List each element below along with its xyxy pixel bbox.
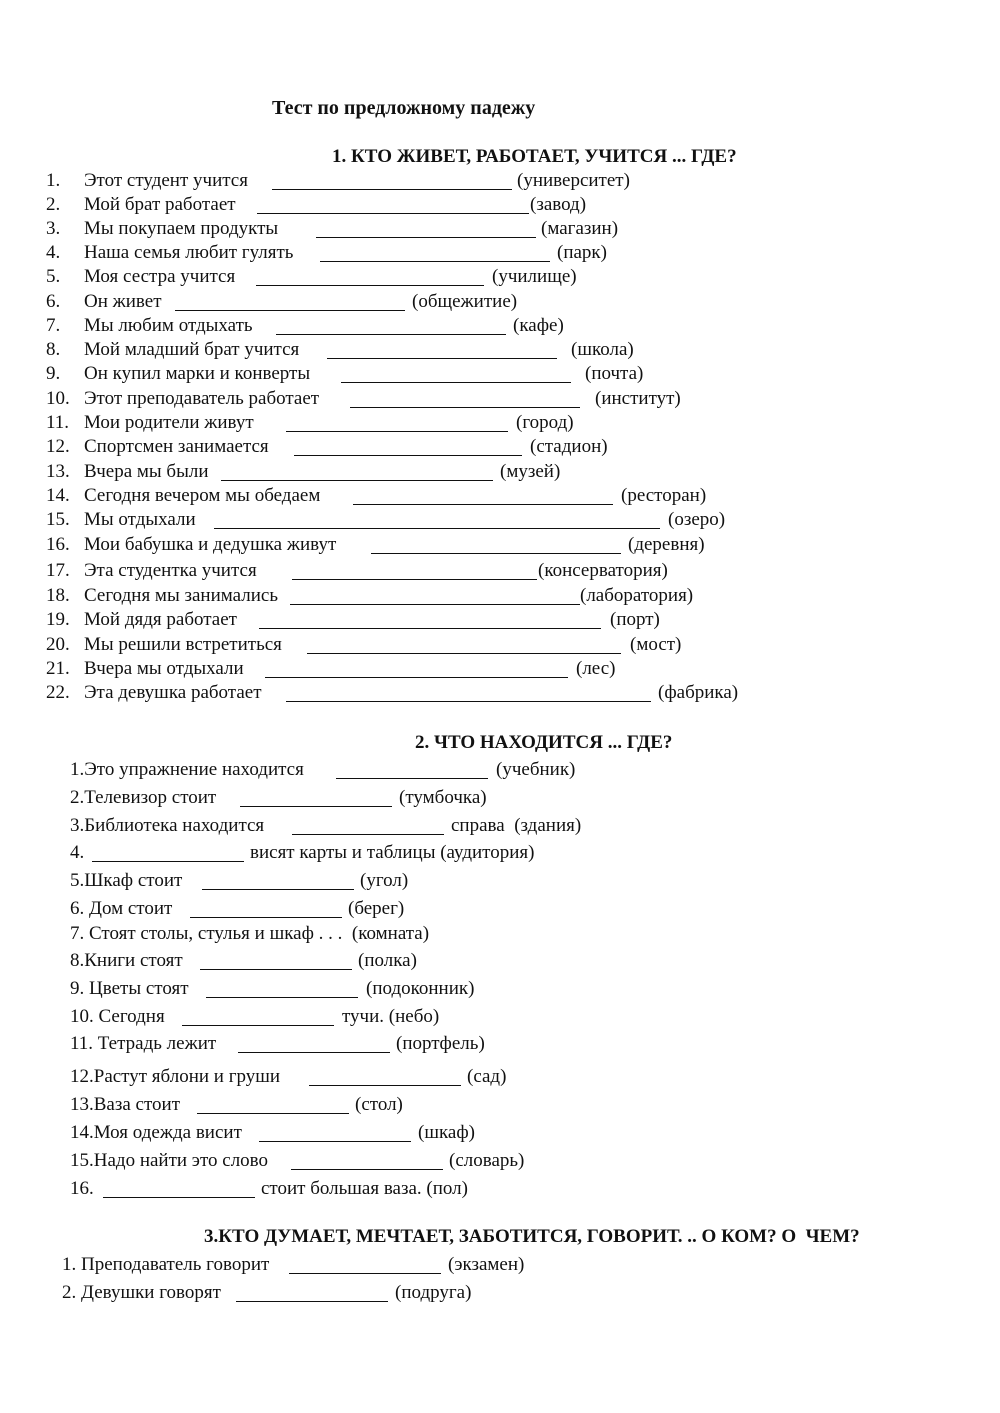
item-hint: (почта) [585, 363, 644, 384]
answer-blank[interactable] [353, 504, 613, 505]
answer-blank[interactable] [182, 1025, 334, 1026]
item-text: Мы любим отдыхать [84, 315, 253, 336]
answer-blank[interactable] [292, 579, 537, 580]
item-text: Мои бабушка и дедушка живут [84, 534, 337, 555]
item-hint: (мост) [630, 634, 682, 655]
item-number: 14. [46, 485, 70, 506]
item-text: Мой брат работает [84, 194, 236, 215]
item-number: 18. [46, 585, 70, 606]
item-text: Он купил марки и конверты [84, 363, 311, 384]
item-number: 22. [46, 682, 70, 703]
item-hint: (кафе) [513, 315, 564, 336]
item-hint: (музей) [500, 461, 561, 482]
item-hint: (берег) [348, 898, 405, 919]
answer-blank[interactable] [286, 701, 651, 702]
item-text: 14.Моя одежда висит [70, 1122, 242, 1143]
item-text: 2.Телевизор стоит [70, 787, 217, 808]
item-text: Спортсмен занимается [84, 436, 269, 457]
item-text: 2. Девушки говорят [62, 1282, 221, 1303]
item-number: 7. [46, 315, 61, 336]
item-text: 7. Стоят столы, стулья и шкаф . . . (комната) [70, 923, 430, 944]
item-text: Мы покупаем продукты [84, 218, 279, 239]
item-text: Мы отдыхали [84, 509, 196, 530]
item-number: 6. [46, 291, 61, 312]
item-number: 2. [46, 194, 61, 215]
section1-heading: 1. КТО ЖИВЕТ, РАБОТАЕТ, УЧИТСЯ ... ГДЕ? [332, 146, 737, 167]
answer-blank[interactable] [292, 834, 444, 835]
item-number: 10. [46, 388, 70, 409]
item-text: Эта студентка учится [84, 560, 257, 581]
item-text: Мой дядя работает [84, 609, 237, 630]
item-text: 4. [70, 842, 85, 863]
item-hint: (шкаф) [418, 1122, 475, 1143]
answer-blank[interactable] [286, 431, 508, 432]
item-hint: (ресторан) [621, 485, 707, 506]
answer-blank[interactable] [350, 407, 580, 408]
answer-blank[interactable] [320, 261, 550, 262]
answer-blank[interactable] [256, 285, 484, 286]
item-number: 21. [46, 658, 70, 679]
section3-heading: 3.КТО ДУМАЕТ, МЕЧТАЕТ, ЗАБОТИТСЯ, ГОВОРИТ. .. О КОМ? О ЧЕМ? [204, 1226, 860, 1247]
answer-blank[interactable] [265, 677, 568, 678]
answer-blank[interactable] [236, 1301, 388, 1302]
answer-blank[interactable] [272, 189, 512, 190]
item-hint: (деревня) [628, 534, 705, 555]
item-text: 13.Ваза стоит [70, 1094, 181, 1115]
item-text: 15.Надо найти это слово [70, 1150, 269, 1171]
section2-heading: 2. ЧТО НАХОДИТСЯ ... ГДЕ? [415, 732, 673, 753]
item-hint: (учебник) [496, 759, 576, 780]
item-text: Моя сестра учится [84, 266, 236, 287]
answer-blank[interactable] [240, 806, 392, 807]
item-hint: (стол) [355, 1094, 403, 1115]
item-hint: (озеро) [668, 509, 726, 530]
item-text: Эта девушка работает [84, 682, 262, 703]
item-text: 16. [70, 1178, 94, 1199]
item-hint: (портфель) [396, 1033, 485, 1054]
answer-blank[interactable] [371, 553, 621, 554]
item-hint: (тумбочка) [399, 787, 487, 808]
item-text: Сегодня вечером мы обедаем [84, 485, 321, 506]
item-hint: (город) [516, 412, 574, 433]
item-text: Этот студент учится [84, 170, 248, 191]
item-text: 12.Растут яблони и груши [70, 1066, 281, 1087]
item-hint: (сад) [467, 1066, 507, 1087]
item-number: 8. [46, 339, 61, 360]
item-text: 1. Преподаватель говорит [62, 1254, 270, 1275]
answer-blank[interactable] [259, 628, 601, 629]
item-number: 17. [46, 560, 70, 581]
item-text: 8.Книги стоят [70, 950, 183, 971]
answer-blank[interactable] [316, 237, 536, 238]
item-number: 20. [46, 634, 70, 655]
item-hint: стоит большая ваза. (пол) [261, 1178, 468, 1199]
answer-blank[interactable] [190, 917, 342, 918]
answer-blank[interactable] [289, 1273, 441, 1274]
answer-blank[interactable] [197, 1113, 349, 1114]
item-text: Мои родители живут [84, 412, 254, 433]
item-number: 15. [46, 509, 70, 530]
item-hint: (словарь) [449, 1150, 525, 1171]
answer-blank[interactable] [336, 778, 488, 779]
item-hint: (институт) [595, 388, 681, 409]
answer-blank[interactable] [103, 1197, 255, 1198]
answer-blank[interactable] [221, 480, 493, 481]
answer-blank[interactable] [276, 334, 506, 335]
item-text: Он живет [84, 291, 162, 312]
item-text: Сегодня мы занимались [84, 585, 278, 606]
item-hint: (школа) [571, 339, 634, 360]
item-hint: справа (здания) [451, 815, 582, 836]
item-number: 11. [46, 412, 70, 433]
item-hint: (университет) [517, 170, 630, 191]
answer-blank[interactable] [92, 861, 244, 862]
answer-blank[interactable] [341, 382, 571, 383]
item-hint: (училище) [492, 266, 577, 287]
item-number: 12. [46, 436, 70, 457]
item-text: 6. Дом стоит [70, 898, 173, 919]
answer-blank[interactable] [238, 1052, 390, 1053]
answer-blank[interactable] [206, 997, 358, 998]
item-hint: (общежитие) [412, 291, 518, 312]
answer-blank[interactable] [291, 1169, 443, 1170]
item-number: 9. [46, 363, 61, 384]
item-number: 3. [46, 218, 61, 239]
item-number: 4. [46, 242, 61, 263]
item-hint: (подруга) [395, 1282, 472, 1303]
answer-blank[interactable] [259, 1141, 411, 1142]
item-text: Вчера мы отдыхали [84, 658, 244, 679]
item-hint: висят карты и таблицы (аудитория) [250, 842, 535, 863]
item-hint: (лаборатория) [580, 585, 694, 606]
answer-blank[interactable] [257, 213, 529, 214]
item-text: 9. Цветы стоят [70, 978, 189, 999]
item-hint: (полка) [358, 950, 417, 971]
item-hint: тучи. (небо) [342, 1006, 440, 1027]
answer-blank[interactable] [202, 889, 354, 890]
item-number: 5. [46, 266, 61, 287]
item-text: Этот преподаватель работает [84, 388, 320, 409]
item-hint: (экзамен) [448, 1254, 525, 1275]
item-hint: (угол) [360, 870, 409, 891]
item-number: 13. [46, 461, 70, 482]
item-text: Мы решили встретиться [84, 634, 282, 655]
item-text: 10. Сегодня [70, 1006, 165, 1027]
answer-blank[interactable] [290, 604, 580, 605]
answer-blank[interactable] [214, 528, 660, 529]
item-text: Вчера мы были [84, 461, 209, 482]
answer-blank[interactable] [175, 310, 405, 311]
answer-blank[interactable] [309, 1085, 461, 1086]
item-hint: (лес) [576, 658, 616, 679]
item-number: 1. [46, 170, 61, 191]
item-text: 11. Тетрадь лежит [70, 1033, 217, 1054]
item-hint: (консерватория) [538, 560, 668, 581]
answer-blank[interactable] [327, 358, 557, 359]
item-hint: (завод) [530, 194, 587, 215]
item-hint: (порт) [610, 609, 660, 630]
item-hint: (парк) [557, 242, 607, 263]
item-hint: (фабрика) [658, 682, 739, 703]
answer-blank[interactable] [200, 969, 352, 970]
item-text: 1.Это упражнение находится [70, 759, 304, 780]
item-text: 5.Шкаф стоит [70, 870, 183, 891]
answer-blank[interactable] [294, 455, 522, 456]
item-number: 16. [46, 534, 70, 555]
item-hint: (подоконник) [366, 978, 475, 999]
item-text: Мой младший брат учится [84, 339, 300, 360]
item-text: 3.Библиотека находится [70, 815, 265, 836]
item-text: Наша семья любит гулять [84, 242, 294, 263]
page-title: Тест по предложному падежу [272, 97, 536, 119]
item-hint: (магазин) [541, 218, 619, 239]
answer-blank[interactable] [307, 653, 621, 654]
item-number: 19. [46, 609, 70, 630]
item-hint: (стадион) [530, 436, 608, 457]
